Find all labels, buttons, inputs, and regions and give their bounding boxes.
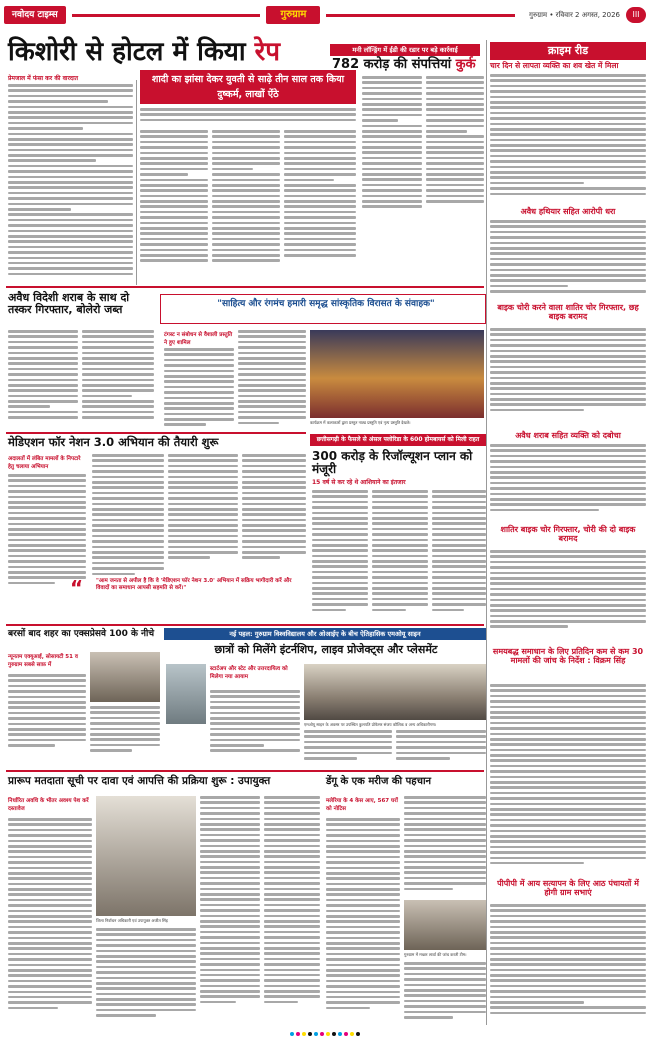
lead-headline-red: रेप	[254, 37, 281, 67]
restructure-body-col1	[312, 490, 368, 620]
crime-story5-body	[490, 550, 646, 642]
culture-caption: कार्यक्रम में कलाकारों द्वारा प्रस्तुत नाट्य प्रस्तुति एवं नृत्य प्रस्तुति देखते।	[310, 420, 411, 425]
culture-body-col1	[164, 348, 234, 432]
expressway-kicker: न्यूनतम एक्यूआई, सोसायटी 51 व गुरुग्राम सबसे साफ़ में	[8, 654, 78, 668]
masthead-rule	[72, 14, 261, 17]
lead-body-col3	[212, 130, 280, 280]
dengue-body-col3	[404, 962, 486, 1024]
voterlist-caption: जिला निर्वाचन अधिकारी एवं उपायुक्त अजीत सिंह	[96, 918, 168, 923]
restructure-body-col3	[432, 490, 486, 620]
section-rule-4	[6, 770, 484, 772]
section-title: गुरुग्राम	[266, 6, 320, 24]
mediation-body-col3	[168, 454, 238, 574]
voterlist-kicker: निर्धारित अवधि के भीतर अवश्य पेश करें दस्तावेज	[8, 798, 89, 812]
dengue-photo	[404, 900, 486, 950]
lead-subhead: शादी का झांसा देकर युवती से साढ़े तीन साल तक किया दुष्कर्म, लाखों ऐंठे	[140, 70, 356, 104]
liquor-body-col2	[82, 330, 154, 430]
lead-headline-text: किशोरी से होटल में किया	[8, 37, 246, 67]
lead-body-col1	[8, 84, 133, 284]
culture-photo	[310, 330, 484, 418]
lead-body-col4	[284, 130, 356, 280]
crime-story3-body	[490, 328, 646, 428]
ed-headline	[332, 58, 482, 72]
ed-body-col1	[362, 76, 422, 226]
ed-headline-red: कुर्क	[455, 57, 476, 72]
ed-banner: मनी लॉन्ड्रिंग में ईडी की रडार पर बड़े कार्रवाई	[330, 44, 480, 56]
lead-headline	[8, 38, 358, 67]
newspaper-logo: नवोदय टाइम्स	[4, 6, 66, 24]
voterlist-body-col1	[8, 818, 92, 1023]
culture-quote: "साहित्य और रंगमंच हमारी समृद्ध सांस्कृतिक विरासत के संवाहक"	[217, 299, 435, 309]
restructure-body-col2	[372, 490, 428, 620]
liquor-headline: अवैध विदेशी शराब के साथ दो तस्कर गिरफ्तार, बोलेरो जब्त	[8, 291, 130, 317]
mediation-body-col2	[92, 454, 164, 584]
crime-story1-headline: चार दिन से लापता व्यक्ति का शव खेत में मिला	[490, 61, 619, 70]
restructure-kicker: 15 वर्ष से कर रहे थे आशियाने का इंतजार	[312, 479, 406, 486]
mediation-kicker: अदालतों में लंबित मामलों के निपटारे हेतु चलाया अभियान	[8, 456, 81, 470]
internship-caption: एमओयू साइन के अवसर पर उपस्थित कुलपति प्रोफेसर संजय कौशिक व अन्य अधिकारीगण।	[304, 722, 437, 727]
lead-kicker: प्रेमजाल में फंसा कर की वारदात	[8, 75, 79, 82]
internship-banner: नई पहल: गुरुग्राम विश्वविद्यालय और ओआईए के बीच ऐतिहासिक एमओयू साइन	[164, 628, 486, 640]
crime-read-header: क्राइम रीड	[490, 42, 646, 60]
crime-story6-body	[490, 684, 646, 874]
section-rule-2	[6, 432, 306, 434]
crime-story6-headline: समयबद्ध समाधान के लिए प्रतिदिन कम से कम 30 मामलों की जांच के निर्देश : विक्रम सिंह	[492, 647, 644, 665]
crime-story7-headline: पीपीपी में आय सत्यापन के लिए आठ पंचायतों में होगी ग्राम सभाएं	[497, 879, 639, 897]
mediation-body-col4	[242, 454, 306, 574]
masthead-rule-right	[326, 14, 515, 17]
masthead	[4, 4, 646, 26]
crime-story2-headline: अवैध हथियार सहित आरोपी धरा	[520, 207, 616, 216]
expressway-body-col1	[8, 674, 86, 754]
ed-headline-text: 782 करोड़ की संपत्तियां	[332, 57, 452, 72]
dengue-caption: गुरुग्राम में मच्छर लार्वा की जांच करती टीम।	[404, 952, 467, 957]
lead-body-col2	[140, 130, 208, 280]
expressway-headline: बरसों बाद शहर का एक्सप्रेसवे 100 के नीचे	[8, 629, 155, 639]
crime-story5-headline: शातिर बाइक चोर गिरफ्तार, चोरी की दो बाइक बरामद	[500, 525, 636, 543]
lead-body-intro	[140, 108, 356, 128]
culture-body-col2	[238, 330, 306, 432]
issue-date: गुरुग्राम • रविवार 2 अगस्त, 2026	[529, 10, 620, 19]
print-color-bar	[0, 1030, 650, 1038]
crime-story3-headline: बाइक चोरी करने वाला शातिर चोर गिरफ्तार, छह बाइक बरामद	[497, 303, 639, 321]
dengue-body-col2	[404, 796, 486, 896]
ed-body-col2	[426, 76, 484, 226]
crime-story2-body	[490, 220, 646, 300]
crime-story1-body	[490, 74, 646, 202]
internship-body-col3	[396, 730, 486, 766]
internship-photo	[304, 664, 486, 720]
internship-body-col1	[210, 690, 300, 758]
expressway-body-col2	[90, 706, 160, 756]
section-rule-3	[6, 624, 484, 626]
dengue-headline: डेंगू के एक मरीज की पहचान	[326, 776, 432, 787]
crime-story4-body	[490, 444, 646, 522]
voterlist-photo	[96, 796, 196, 916]
internship-body-col2	[304, 730, 392, 766]
liquor-body-col1	[8, 330, 78, 430]
voterlist-headline: प्रारूप मतदाता सूची पर दावा एवं आपत्ति की प्रक्रिया शुरू : उपायुक्त	[8, 775, 271, 787]
column-divider	[486, 40, 487, 1025]
culture-kicker: टंगस्ट न संबोधन से वैशाली प्रस्तुति ने हुए शामिल	[164, 332, 233, 346]
crime-story7-body	[490, 904, 646, 1024]
lead-col-divider	[136, 80, 137, 285]
dengue-body-col1	[326, 818, 400, 1023]
page-number: III	[626, 7, 646, 23]
internship-kicker: स्टार्टअप और स्टेट और उत्तरदायित्व को मिलेगा नया आयाम	[210, 666, 288, 680]
section-rule	[6, 286, 484, 288]
dengue-kicker: मलेरिया के 4 केस आए, 567 घरों को नोटिस	[326, 798, 398, 812]
mediation-headline: मेडिएशन फॉर नेशन 3.0 अभियान की तैयारी शुरू	[8, 435, 219, 449]
voterlist-body-col2	[96, 928, 196, 1023]
expressway-photo	[90, 652, 160, 702]
mediation-quote: "आम जनता से अपील है कि वे 'मेडिएशन फॉर नेशन 3.0' अभियान में सक्रिय भागीदारी करें और विवादों का समाधान आपसी सहमति से करें।"	[96, 578, 292, 591]
crime-story4-headline: अवैध शराब सहित व्यक्ति को दबोचा	[515, 431, 621, 440]
internship-photo-small	[166, 664, 206, 724]
voterlist-body-col3	[200, 796, 260, 1024]
restructure-headline: 300 करोड़ के रिजॉल्यूशन प्लान को मंजूरी	[312, 449, 473, 477]
restructure-banner: छत्तीसगढ़ी के फैसले से अंसल फ्लोरिडा के 600 होमबायर्स को मिली राहत	[310, 434, 486, 446]
quote-mark-icon: “	[70, 576, 84, 600]
voterlist-body-col4	[264, 796, 320, 1024]
internship-headline: छात्रों को मिलेंगे इंटर्नशिप, लाइव प्रोजेक्ट्स और प्लेसमेंट	[214, 643, 438, 656]
